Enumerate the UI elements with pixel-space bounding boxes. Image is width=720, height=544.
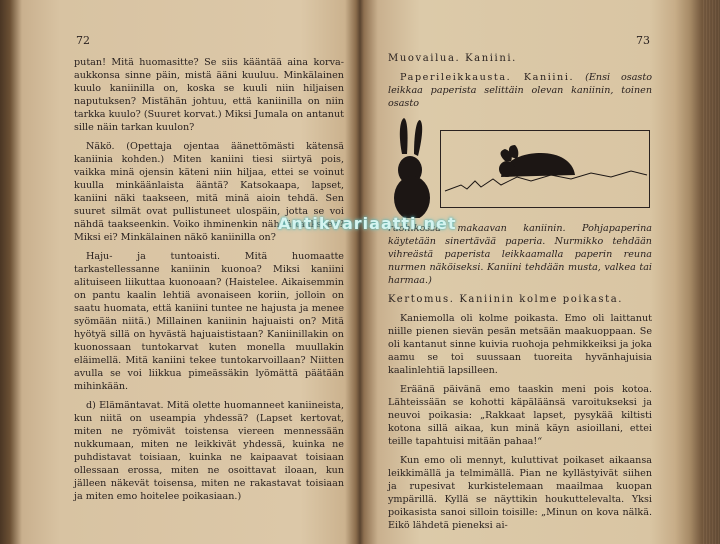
section-heading-modelling: Muovailua. Kaniini. xyxy=(388,53,517,64)
paper-cut-label: Paperileikkausta. Kaniini. xyxy=(400,72,575,83)
story-heading: Kertomus. Kaniinin kolme poikasta. xyxy=(388,294,624,305)
paper-cut-intro xyxy=(388,71,652,110)
paper-cut-instructions-b-text: ruohikossa makaavan kaniinin. Pohjapaperina käytetään sinertävää paperia. Nurmikko tehdään vihreästä paperista leikkaamalla paperin reuna nurmen näköiseksi. Kaniini tehdään musta, valkea tai harmaa.) xyxy=(388,223,652,286)
paper-cut-instructions-a: (Ensi osasto leikkaa paperista selittäin olevan kaniinin, toinen osasto xyxy=(388,72,652,109)
paragraph-hearing: putan! Mitä huomasitte? Se siis kääntää aina korva-aukkonsa sinne päin, mistä ääni kuuluu. Minkälainen kuulo kaniinilla on, koska se kuuli niin hiljaisen naputuksen? Mistähän johtuu, että kaniinilla on niin tarkka kuulo? (Suuret korvat.) Miksi Jumala on antanut sille näin tarkan kuulon? xyxy=(74,57,344,133)
story-paragraph-1: Kaniemolla oli kolme poikasta. Emo oli laittanut niille pienen sievän pesän metsään maakuoppaan. Se oli kantanut sinne kuivia ruohoja pehmikkeiksi ja joka aamu se toi suussaan tuoreita hyvänhajuisia kaalinlehtiä lapsilleen. xyxy=(388,313,652,376)
sitting-rabbit-silhouette-icon xyxy=(388,114,436,218)
rabbit-illustration xyxy=(388,112,652,218)
book-page-edges xyxy=(702,0,720,544)
right-page xyxy=(372,0,702,544)
page-number-left: 72 xyxy=(76,34,90,47)
paragraph-smell-touch: Haju- ja tuntoaisti. Mitä huomaatte tarkastellessanne kaniinin kuonoa? Miksi kaniini alituiseen liikuttaa kuonoaan? (Haistelee. Aikaisemmin on pantu kaalin lehtiä avonaiseen koriin, jolloin on saatu huomata, että kaniini tuntee ne hajusta ja menee syömään niitä.) Millainen kaniinin hajuaisti on? Mitä hyötyä sillä on hyvästä hajuaististaan? Kaniinillakin on kuonossaan tuntokarvat kuten monella muullakin eläimellä. Mitä kaniini tekee tuntokarvoillaan? Niitten avulla se voi liikkua pimeässäkin lyömättä päätään mihinkään. xyxy=(74,251,344,392)
page-number-right: 73 xyxy=(636,34,650,47)
story-paragraph-3: Kun emo oli mennyt, kuluttivat poikaset aikaansa leikkimällä ja telmimällä. Pian ne kyllästyivät siihen ja rupesivat kurkistelemaan maailmaa kuopan ympärillä. Kyllä se näyttikin houkuttelevalta. Yksi poikasista sanoi silloin toisille: „Minun on kova nälkä. Eikö lähdetä pieneksi ai- xyxy=(388,455,652,531)
lying-rabbit-frame xyxy=(440,130,650,208)
right-page-text xyxy=(388,52,652,538)
paragraph-habits: d) Elämäntavat. Mitä olette huomanneet kaniineista, kun niitä on useampia yhdessä? (Lapset kertovat, miten ne ryömivät toistensa viereen mennessään nukkumaan, miten ne leikkivät yhdessä, kuinka ne puhdistavat toisiaan, kuinka ne kaipaavat toisiaan ollessaan erossa, miten ne osoittavat iloaan, kun jälleen näkevät toisensa, miten ne rakastavat toisiaan ja miten emo hoitelee poikasiaan.) xyxy=(74,400,344,502)
left-page-text xyxy=(74,56,344,509)
lying-rabbit-in-grass-icon xyxy=(441,131,649,207)
paragraph-sight: Näkö. (Opettaja ojentaa äänettömästi kätensä kaniinia kohden.) Miten kaniini tiesi siirtyä pois, vaikka minä ojensin käteni niin hiljaa, ettei se voinut kuulla minkäänlaista ääntä? Katsokaapa, lapset, kaniini näki taakseen, mitä minä aioin tehdä. Sen suuret silmät ovat pullistuneet ulospäin, jotta se voi nähdä taakseenkin. Voiko ihminenkin nähdä taakseen? Miksi ei? Minkälainen näkö kaniinilla on? xyxy=(74,141,344,243)
left-page xyxy=(24,0,346,544)
story-paragraph-2: Eräänä päivänä emo taaskin meni pois kotoa. Lähteissään se kohotti käpäläänsä varoitukseksi ja neuvoi poikasia: „Rakkaat lapset, pysykää kiltisti kotona sillä aikaa, kun minä käyn asioillani, ettei teille tapahtuisi mitään pahaa!“ xyxy=(388,384,652,447)
watermark: Antikvariaatti.net xyxy=(278,214,457,233)
